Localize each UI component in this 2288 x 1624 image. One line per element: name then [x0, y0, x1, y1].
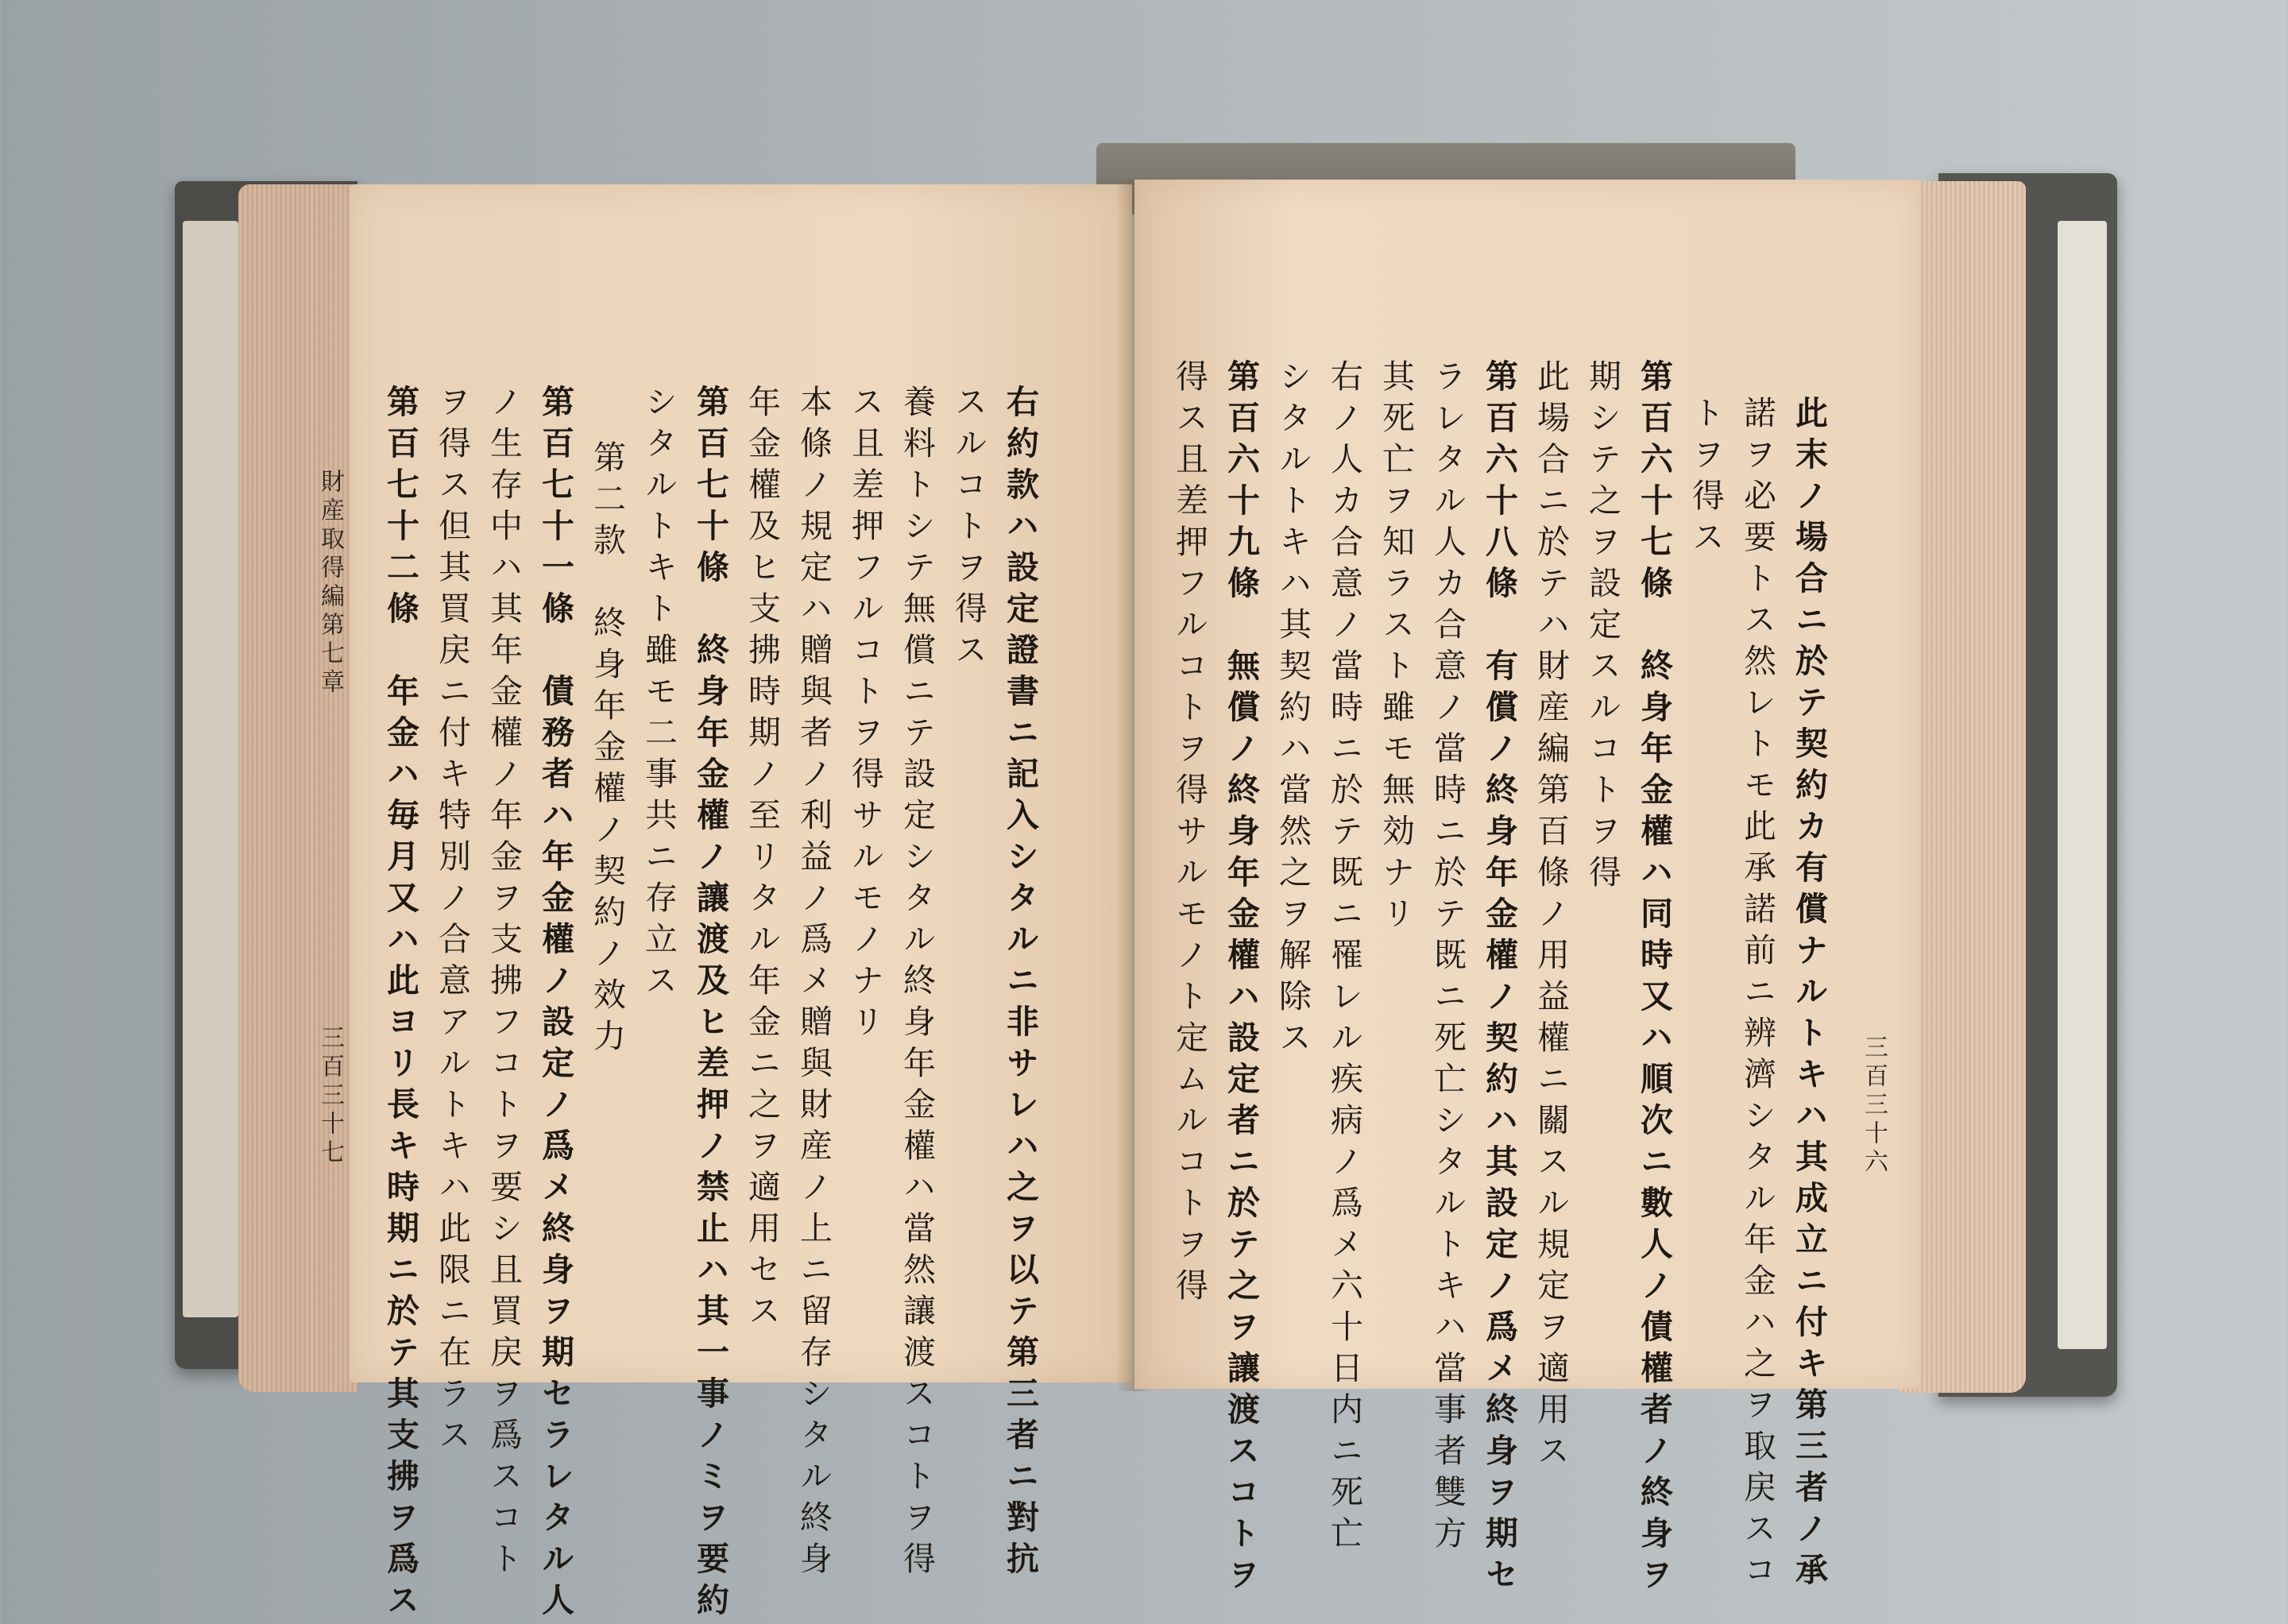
- right-text-line-12: 第百六十九條 無償ノ終身年金權ハ設定者ニ於テ之ヲ讓渡スコトヲ: [1222, 359, 1260, 1599]
- left-cover-board: [183, 221, 238, 1317]
- right-text-line-10: 右ノ人カ合意ノ當時ニ於テ既ニ罹レル疾病ノ爲メ六十日内ニ死亡: [1325, 359, 1363, 1557]
- left-text-line-6: 年金權及ヒ支拂時期ノ至リタル年金ニ之ヲ適用セス: [743, 385, 781, 1335]
- left-page: [316, 184, 1132, 1624]
- right-text-line-13: 得ス且差押フルコトヲ得サルモノト定ムルコトヲ得: [1170, 359, 1208, 1309]
- left-text-line-10: 第百七十一條 債務者ハ年金權ノ設定ノ爲メ終身ヲ期セラレタル人: [536, 385, 574, 1624]
- right-text-line-4: 第百六十七條 終身年金權ハ同時又ハ順次ニ數人ノ債權者ノ終身ヲ: [1635, 359, 1673, 1599]
- left-text-line-2: スルコトヲ得ス: [949, 385, 987, 674]
- right-text-line-5: 期シテ之ヲ設定スルコトヲ得: [1583, 359, 1621, 896]
- left-text-line-12: ヲ得ス但其買戻ニ付キ特別ノ合意アルトキハ此限ニ在ラス: [433, 385, 471, 1459]
- right-text-line-11: シタルトキハ其契約ハ當然之ヲ解除ス: [1273, 359, 1312, 1061]
- left-running-head: 財産取得編第七章: [316, 469, 344, 698]
- left-page-number: 三百三十七: [316, 1025, 344, 1168]
- right-page-number: 三百三十六: [1860, 1034, 1888, 1177]
- left-text-line-1: 右約款ハ設定證書ニ記入シタルニ非サレハ之ヲ以テ第三者ニ對抗: [1001, 385, 1039, 1583]
- right-text-line-8: ラレタル人カ合意ノ當時ニ於テ既ニ死亡シタルトキハ當事者雙方: [1428, 359, 1467, 1557]
- left-text-line-8: シタルトキト雖モ二事共ニ存立ス: [640, 385, 678, 1004]
- right-text-line-7: 第百六十八條 有償ノ終身年金權ノ契約ハ其設定ノ爲メ終身ヲ期セ: [1480, 359, 1518, 1599]
- right-text-line-2: 諾ヲ必要トス然レトモ此承諾前ニ辨濟シタル年金ハ之ヲ取戻スコ: [1738, 396, 1776, 1594]
- right-text-line-6: 此場合ニ於テハ財産編第百條ノ用益權ニ關スル規定ヲ適用ス: [1532, 359, 1570, 1475]
- right-text-line-3: トヲ得ス: [1687, 396, 1725, 561]
- right-text-line-1: 此末ノ場合ニ於テ契約カ有償ナルトキハ其成立ニ付キ第三者ノ承: [1790, 396, 1828, 1594]
- left-text-line-13: 第百七十二條 年金ハ毎月又ハ此ヨリ長キ時期ニ於テ其支拂ヲ爲ス: [381, 385, 419, 1624]
- left-text-line-5: 本條ノ規定ハ贈與者ノ利益ノ爲メ贈與財産ノ上ニ留存シタル終身: [794, 385, 833, 1583]
- left-text-line-4: ス且差押フルコトヲ得サルモノナリ: [846, 385, 884, 1046]
- right-page: [1134, 180, 1921, 1599]
- left-text-line-11: ノ生存中ハ其年金權ノ年金ヲ支拂フコトヲ要シ且買戻ヲ爲スコト: [485, 385, 523, 1583]
- left-text-line-7: 第百七十條 終身年金權ノ讓渡及ヒ差押ノ禁止ハ其一事ノミヲ要約: [691, 385, 729, 1624]
- right-text-line-9: 其死亡ヲ知ラスト雖モ無効ナリ: [1377, 359, 1415, 938]
- left-section-heading: 第二款 終身年金權ノ契約ノ效力: [588, 440, 626, 1060]
- right-cover-board: [2058, 221, 2107, 1349]
- left-text-line-3: 養料トシテ無償ニテ設定シタル終身年金權ハ當然讓渡スコトヲ得: [898, 385, 936, 1583]
- left-page-block-edge: [238, 184, 358, 1392]
